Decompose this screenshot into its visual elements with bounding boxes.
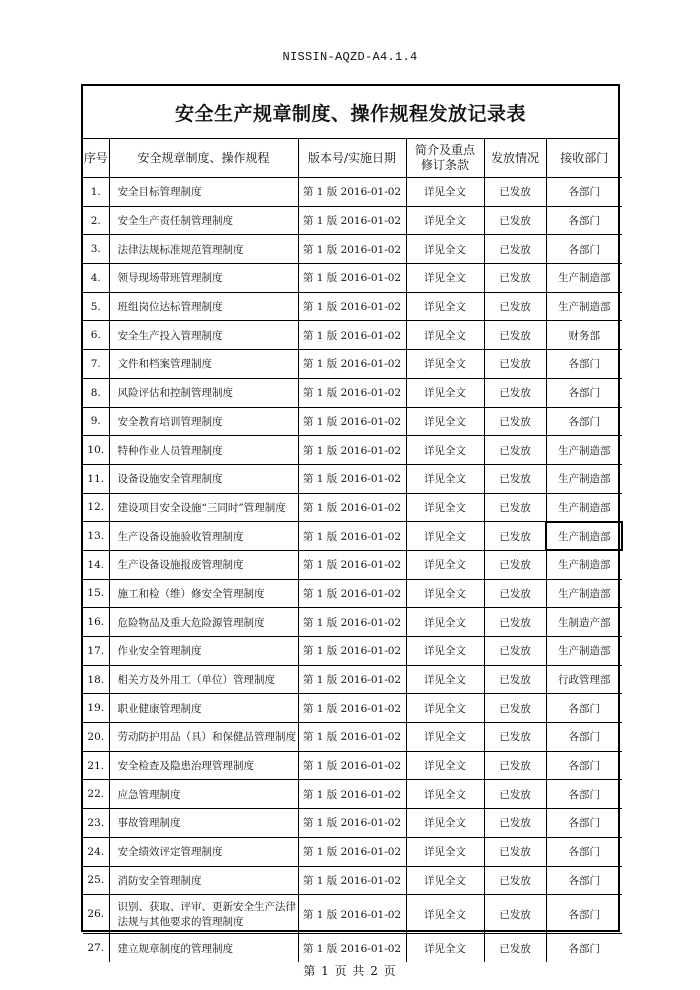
summary-cell: 详见全文 xyxy=(406,178,484,207)
summary-cell: 详见全文 xyxy=(406,464,484,493)
regulation-name: 消防安全管理制度 xyxy=(109,866,298,895)
distribution-status: 已发放 xyxy=(484,436,546,465)
row-number: 26. xyxy=(83,895,109,934)
row-number: 6. xyxy=(83,321,109,350)
receiving-department: 各部门 xyxy=(546,895,622,934)
table-row xyxy=(83,436,622,465)
page-number: 第 1 页 共 2 页 xyxy=(303,964,397,978)
summary-cell: 详见全文 xyxy=(406,206,484,235)
row-number: 27. xyxy=(83,934,109,962)
regulation-name: 应急管理制度 xyxy=(109,780,298,809)
regulation-name: 安全教育培训管理制度 xyxy=(109,407,298,436)
receiving-department: 各部门 xyxy=(546,723,622,752)
version-date: 第 1 版 2016-01-02 xyxy=(298,866,406,895)
receiving-department: 各部门 xyxy=(546,837,622,866)
receiving-department: 各部门 xyxy=(546,350,622,379)
distribution-status: 已发放 xyxy=(484,178,546,207)
version-date: 第 1 版 2016-01-02 xyxy=(298,608,406,637)
version-date: 第 1 版 2016-01-02 xyxy=(298,751,406,780)
distribution-status: 已发放 xyxy=(484,464,546,493)
distribution-status: 已发放 xyxy=(484,694,546,723)
regulation-name: 安全目标管理制度 xyxy=(109,178,298,207)
header-no: 序号 xyxy=(83,139,109,178)
summary-cell: 详见全文 xyxy=(406,866,484,895)
summary-cell: 详见全文 xyxy=(406,292,484,321)
distribution-status: 已发放 xyxy=(484,637,546,666)
distribution-status: 已发放 xyxy=(484,378,546,407)
receiving-department: 各部门 xyxy=(546,809,622,838)
regulation-name: 安全绩效评定管理制度 xyxy=(109,837,298,866)
header-name: 安全规章制度、操作规程 xyxy=(109,139,298,178)
table-row xyxy=(83,579,622,608)
table-row xyxy=(83,866,622,895)
summary-cell: 详见全文 xyxy=(406,522,484,551)
table-row xyxy=(83,206,622,235)
table-row xyxy=(83,493,622,522)
regulation-name: 安全检查及隐患治理管理制度 xyxy=(109,751,298,780)
receiving-department: 各部门 xyxy=(546,378,622,407)
header-status: 发放情况 xyxy=(484,139,546,178)
regulation-name: 建立规章制度的管理制度 xyxy=(109,934,298,962)
table-row xyxy=(83,350,622,379)
distribution-status: 已发放 xyxy=(484,235,546,264)
table-row xyxy=(83,264,622,293)
row-number: 18. xyxy=(83,665,109,694)
summary-cell: 详见全文 xyxy=(406,780,484,809)
distribution-status: 已发放 xyxy=(484,780,546,809)
receiving-department: 各部门 xyxy=(546,780,622,809)
regulation-name: 安全生产责任制管理制度 xyxy=(109,206,298,235)
receiving-department: 生产制造部 xyxy=(546,464,622,493)
version-date: 第 1 版 2016-01-02 xyxy=(298,665,406,694)
table-row xyxy=(83,522,622,551)
distribution-status: 已发放 xyxy=(484,723,546,752)
summary-cell: 详见全文 xyxy=(406,809,484,838)
distribution-status: 已发放 xyxy=(484,292,546,321)
version-date: 第 1 版 2016-01-02 xyxy=(298,436,406,465)
distribution-status: 已发放 xyxy=(484,751,546,780)
receiving-department: 行政管理部 xyxy=(546,665,622,694)
table-row xyxy=(83,809,622,838)
receiving-department: 生产制造部 xyxy=(546,292,622,321)
row-number: 8. xyxy=(83,378,109,407)
regulation-name: 班组岗位达标管理制度 xyxy=(109,292,298,321)
row-number: 22. xyxy=(83,780,109,809)
regulation-name: 生产设备设施报废管理制度 xyxy=(109,550,298,579)
table-row xyxy=(83,407,622,436)
table-row xyxy=(83,378,622,407)
version-date: 第 1 版 2016-01-02 xyxy=(298,694,406,723)
regulation-name: 识别、获取、评审、更新安全生产法律法规与其他要求的管理制度 xyxy=(109,895,298,934)
version-date: 第 1 版 2016-01-02 xyxy=(298,780,406,809)
version-date: 第 1 版 2016-01-02 xyxy=(298,350,406,379)
receiving-department: 生产制造部 xyxy=(546,493,622,522)
version-date: 第 1 版 2016-01-02 xyxy=(298,378,406,407)
row-number: 9. xyxy=(83,407,109,436)
receiving-department: 各部门 xyxy=(546,694,622,723)
table-row xyxy=(83,837,622,866)
version-date: 第 1 版 2016-01-02 xyxy=(298,178,406,207)
row-number: 21. xyxy=(83,751,109,780)
row-number: 7. xyxy=(83,350,109,379)
distribution-status: 已发放 xyxy=(484,206,546,235)
version-date: 第 1 版 2016-01-02 xyxy=(298,837,406,866)
regulation-name: 劳动防护用品（具）和保健品管理制度 xyxy=(109,723,298,752)
receiving-department: 生产制造部 xyxy=(546,579,622,608)
distribution-status: 已发放 xyxy=(484,895,546,934)
table-row xyxy=(83,292,622,321)
summary-cell: 详见全文 xyxy=(406,436,484,465)
row-number: 19. xyxy=(83,694,109,723)
summary-cell: 详见全文 xyxy=(406,694,484,723)
distribution-status: 已发放 xyxy=(484,493,546,522)
regulation-name: 生产设备设施验收管理制度 xyxy=(109,522,298,551)
table-row xyxy=(83,665,622,694)
regulation-name: 危险物品及重大危险源管理制度 xyxy=(109,608,298,637)
row-number: 2. xyxy=(83,206,109,235)
distribution-status: 已发放 xyxy=(484,837,546,866)
distribution-status: 已发放 xyxy=(484,264,546,293)
summary-cell: 详见全文 xyxy=(406,608,484,637)
summary-cell: 详见全文 xyxy=(406,665,484,694)
version-date: 第 1 版 2016-01-02 xyxy=(298,522,406,551)
distribution-status: 已发放 xyxy=(484,934,546,962)
version-date: 第 1 版 2016-01-02 xyxy=(298,895,406,934)
version-date: 第 1 版 2016-01-02 xyxy=(298,809,406,838)
receiving-department: 各部门 xyxy=(546,206,622,235)
row-number: 3. xyxy=(83,235,109,264)
summary-cell: 详见全文 xyxy=(406,493,484,522)
row-number: 24. xyxy=(83,837,109,866)
table-row xyxy=(83,550,622,579)
receiving-department: 各部门 xyxy=(546,866,622,895)
version-date: 第 1 版 2016-01-02 xyxy=(298,637,406,666)
row-number: 4. xyxy=(83,264,109,293)
summary-cell: 详见全文 xyxy=(406,895,484,934)
version-date: 第 1 版 2016-01-02 xyxy=(298,934,406,962)
table-row xyxy=(83,694,622,723)
row-number: 14. xyxy=(83,550,109,579)
version-date: 第 1 版 2016-01-02 xyxy=(298,264,406,293)
document-code: NISSIN-AQZD-A4.1.4 xyxy=(282,50,418,64)
regulation-name: 安全生产投入管理制度 xyxy=(109,321,298,350)
table-row xyxy=(83,321,622,350)
receiving-department: 各部门 xyxy=(546,407,622,436)
row-number: 23. xyxy=(83,809,109,838)
row-number: 13. xyxy=(83,522,109,551)
summary-cell: 详见全文 xyxy=(406,579,484,608)
summary-cell: 详见全文 xyxy=(406,378,484,407)
receiving-department: 各部门 xyxy=(546,751,622,780)
table-row xyxy=(83,780,622,809)
summary-cell: 详见全文 xyxy=(406,350,484,379)
distribution-status: 已发放 xyxy=(484,350,546,379)
version-date: 第 1 版 2016-01-02 xyxy=(298,292,406,321)
row-number: 1. xyxy=(83,178,109,207)
table-row xyxy=(83,608,622,637)
regulation-name: 作业安全管理制度 xyxy=(109,637,298,666)
summary-cell: 详见全文 xyxy=(406,637,484,666)
summary-cell: 详见全文 xyxy=(406,934,484,962)
summary-cell: 详见全文 xyxy=(406,235,484,264)
distribution-status: 已发放 xyxy=(484,579,546,608)
version-date: 第 1 版 2016-01-02 xyxy=(298,464,406,493)
regulation-name: 事故管理制度 xyxy=(109,809,298,838)
table-row xyxy=(83,178,622,207)
version-date: 第 1 版 2016-01-02 xyxy=(298,550,406,579)
regulation-name: 文件和档案管理制度 xyxy=(109,350,298,379)
summary-cell: 详见全文 xyxy=(406,321,484,350)
version-date: 第 1 版 2016-01-02 xyxy=(298,206,406,235)
distribution-status: 已发放 xyxy=(484,522,546,551)
regulation-name: 法律法规标准规范管理制度 xyxy=(109,235,298,264)
row-number: 17. xyxy=(83,637,109,666)
version-date: 第 1 版 2016-01-02 xyxy=(298,407,406,436)
regulation-name: 职业健康管理制度 xyxy=(109,694,298,723)
row-number: 12. xyxy=(83,493,109,522)
summary-cell: 详见全文 xyxy=(406,837,484,866)
distribution-status: 已发放 xyxy=(484,866,546,895)
version-date: 第 1 版 2016-01-02 xyxy=(298,579,406,608)
receiving-department: 生产制造部 xyxy=(546,637,622,666)
record-sheet xyxy=(81,84,620,955)
regulation-name: 风险评估和控制管理制度 xyxy=(109,378,298,407)
distribution-status: 已发放 xyxy=(484,550,546,579)
table-row xyxy=(83,751,622,780)
summary-cell: 详见全文 xyxy=(406,264,484,293)
table-row xyxy=(83,637,622,666)
row-number: 15. xyxy=(83,579,109,608)
row-number: 10. xyxy=(83,436,109,465)
regulation-name: 建设项目安全设施“三同时”管理制度 xyxy=(109,493,298,522)
table-row xyxy=(83,235,622,264)
header-summary: 简介及重点修订条款 xyxy=(406,139,484,178)
header-version: 版本号/实施日期 xyxy=(298,139,406,178)
regulation-name: 设备设施安全管理制度 xyxy=(109,464,298,493)
row-number: 20. xyxy=(83,723,109,752)
table-row xyxy=(83,895,622,934)
receiving-department: 各部门 xyxy=(546,178,622,207)
regulation-name: 特种作业人员管理制度 xyxy=(109,436,298,465)
receiving-department: 生制造产部 xyxy=(546,608,622,637)
row-number: 11. xyxy=(83,464,109,493)
distribution-status: 已发放 xyxy=(484,407,546,436)
summary-cell: 详见全文 xyxy=(406,751,484,780)
table-row xyxy=(83,464,622,493)
row-number: 16. xyxy=(83,608,109,637)
regulation-name: 相关方及外用工（单位）管理制度 xyxy=(109,665,298,694)
regulation-name: 领导现场带班管理制度 xyxy=(109,264,298,293)
table-row xyxy=(83,723,622,752)
summary-cell: 详见全文 xyxy=(406,550,484,579)
receiving-department: 生产制造部 xyxy=(546,436,622,465)
distribution-status: 已发放 xyxy=(484,809,546,838)
distribution-status: 已发放 xyxy=(484,665,546,694)
row-number: 25. xyxy=(83,866,109,895)
regulation-name: 施工和检（维）修安全管理制度 xyxy=(109,579,298,608)
receiving-department: 各部门 xyxy=(546,235,622,264)
receiving-department: 生产制造部 xyxy=(546,522,622,551)
page-title: 安全生产规章制度、操作规程发放记录表 xyxy=(83,86,618,139)
summary-cell: 详见全文 xyxy=(406,407,484,436)
version-date: 第 1 版 2016-01-02 xyxy=(298,235,406,264)
row-number: 5. xyxy=(83,292,109,321)
receiving-department: 财务部 xyxy=(546,321,622,350)
distribution-status: 已发放 xyxy=(484,321,546,350)
distribution-status: 已发放 xyxy=(484,608,546,637)
version-date: 第 1 版 2016-01-02 xyxy=(298,723,406,752)
summary-cell: 详见全文 xyxy=(406,723,484,752)
receiving-department: 生产制造部 xyxy=(546,264,622,293)
distribution-table xyxy=(83,139,622,962)
table-header-row xyxy=(83,139,622,178)
table-row xyxy=(83,934,622,962)
receiving-department: 生产制造部 xyxy=(546,550,622,579)
version-date: 第 1 版 2016-01-02 xyxy=(298,321,406,350)
header-dept: 接收部门 xyxy=(546,139,622,178)
version-date: 第 1 版 2016-01-02 xyxy=(298,493,406,522)
receiving-department: 各部门 xyxy=(546,934,622,962)
